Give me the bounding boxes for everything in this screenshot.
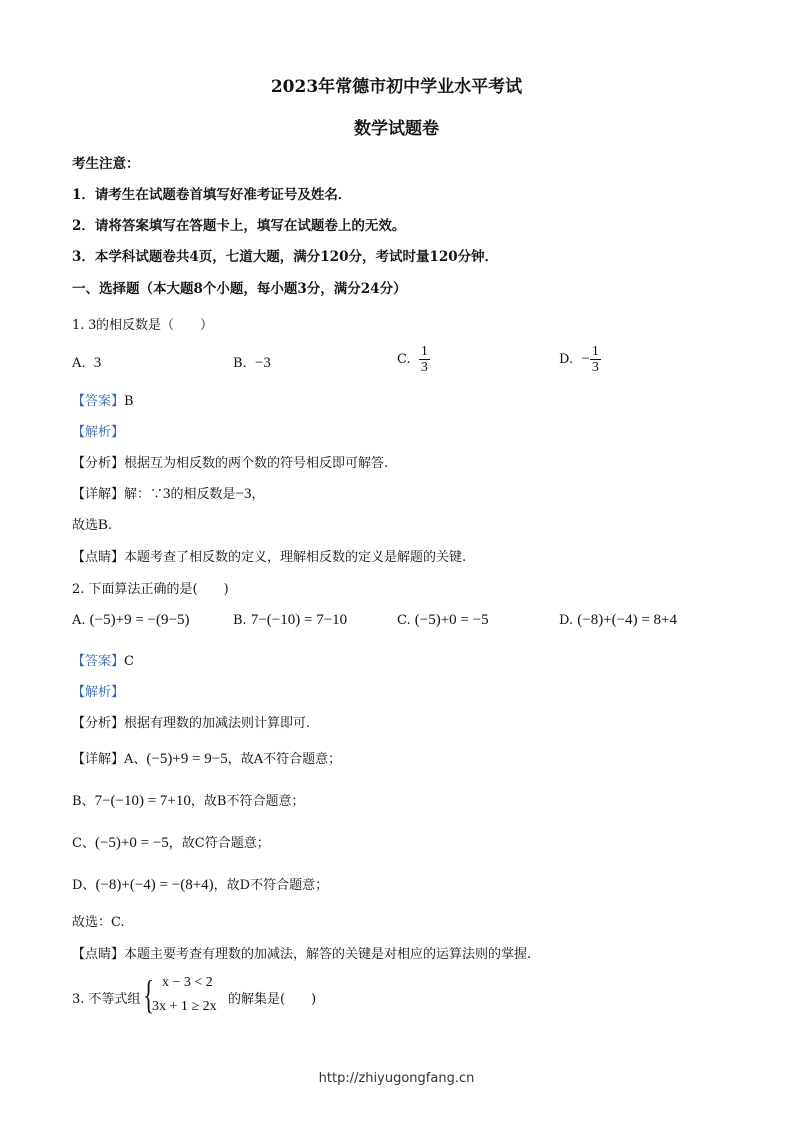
q1-dianjing: [72, 546, 466, 565]
q2-xiangjie-c: [72, 832, 270, 852]
q1-xiangjie: [72, 483, 265, 503]
q2-answer: [72, 650, 134, 669]
option-label: B.: [233, 356, 247, 371]
q2-option-c: [397, 612, 489, 629]
q1-conclusion: [72, 514, 112, 534]
answer-tag: 【答案】: [72, 654, 125, 669]
xiangjie-text: 解：∵: [124, 487, 164, 502]
q2-conclusion: 故选：C.: [72, 915, 125, 930]
math-expression: (−5)+0 = −5: [94, 835, 169, 851]
q1-stem-math: 3: [88, 317, 97, 333]
dianjing-tag: 【点睛】: [72, 947, 125, 962]
line-prefix: A、: [124, 752, 147, 767]
dianjing-text: 本题考查了相反数的定义，理解相反数的定义是解题的关键.: [124, 550, 467, 565]
math-expression: 7−(−10) = 7+10: [94, 793, 191, 809]
fenxi-tag: 【分析】: [72, 456, 125, 471]
option-label: A.: [72, 356, 86, 371]
answer-value: C: [124, 654, 134, 669]
dianjing-tag: 【点睛】: [72, 550, 125, 565]
math-value: −3: [235, 486, 252, 502]
q2-option-b: [233, 612, 347, 629]
left-brace-icon: {: [143, 972, 154, 1017]
q3-stem-pre: 3. 不等式组: [72, 992, 141, 1007]
q1-stem: [72, 314, 213, 334]
line-prefix: B、: [72, 794, 95, 809]
q3-inequality-1: x − 3 < 2: [162, 975, 213, 990]
conclusion-text: 故选: [72, 518, 99, 533]
q2-option-d: [559, 612, 677, 629]
fraction: [590, 344, 601, 375]
page-subtitle: 数学试题卷: [354, 119, 439, 139]
q2-option-a: [72, 612, 189, 629]
q1-stem-text: 的相反数是（ ）: [96, 318, 214, 333]
fenxi-text: 根据有理数的加减法则计算即可.: [124, 716, 311, 731]
fraction-denominator: 3: [591, 360, 599, 375]
notice-item-1: 1．请考生在试题卷首填写好准考证号及姓名．: [72, 187, 352, 203]
q1-option-d: [559, 344, 601, 375]
option-label: C.: [397, 352, 411, 367]
option-value: (−5)+0 = −5: [414, 612, 489, 628]
xiangjie-tag: 【详解】: [72, 487, 125, 502]
notice-item-3: 3．本学科试题卷共4页，七道大题，满分120分，考试时量120分钟．: [72, 249, 499, 265]
xiangjie-text: 的相反数是: [170, 487, 236, 502]
option-value: (−5)+9 = −(9−5): [89, 612, 190, 628]
q1-number: 1.: [72, 318, 85, 333]
notice-heading: 考生注意：: [72, 156, 140, 172]
math-expression: (−5)+9 = 9−5: [146, 751, 228, 767]
line-suffix: ，故C符合题意；: [168, 836, 270, 851]
option-label: D.: [559, 352, 574, 367]
fraction-denominator: 3: [420, 360, 428, 375]
q1-option-a: [72, 355, 101, 372]
fenxi-tag: 【分析】: [72, 716, 125, 731]
option-label: D.: [559, 613, 574, 628]
q1-fenxi: [72, 452, 388, 471]
fraction: [419, 344, 430, 375]
fraction-numerator: 1: [591, 344, 599, 359]
q2-analysis-tag: 【解析】: [72, 685, 125, 700]
q2-dianjing: [72, 943, 531, 962]
minus-sign: −: [581, 351, 590, 367]
q1-option-b: [233, 355, 271, 372]
answer-value: B: [124, 394, 134, 409]
q3-inequality-2: 3x + 1 ≥ 2x: [152, 999, 217, 1014]
q2-xiangjie-b: [72, 790, 304, 810]
option-label: C.: [397, 613, 411, 628]
option-label: B.: [233, 613, 247, 628]
line-suffix: ，故D不符合题意；: [213, 878, 329, 893]
page-title: 2023年常德市初中学业水平考试: [270, 77, 523, 97]
fenxi-text: 根据互为相反数的两个数的符号相反即可解答.: [124, 456, 389, 471]
math-value: 3: [163, 486, 171, 502]
option-value: 3: [93, 355, 102, 371]
option-value: (−8)+(−4) = 8+4: [577, 612, 678, 628]
math-value: B: [98, 517, 109, 533]
section-heading: 一、选择题（本大题8个小题，每小题3分，满分24分）: [72, 281, 407, 297]
q2-fenxi: [72, 712, 310, 731]
q2-xiangjie-d: [72, 874, 328, 894]
q2-stem: 2. 下面算法正确的是( ): [72, 582, 229, 597]
footer-url: http://zhiyugongfang.cn: [318, 1071, 475, 1086]
q1-option-c: [397, 344, 430, 375]
q3-stem-post: 的解集是( ): [228, 992, 317, 1007]
q1-answer: [72, 390, 134, 409]
line-prefix: D、: [72, 878, 96, 893]
dianjing-text: 本题主要考查有理数的加减法，解答的关键是对相应的运算法则的掌握.: [124, 947, 532, 962]
option-value: −3: [254, 355, 271, 371]
option-label: A.: [72, 613, 86, 628]
option-value: 7−(−10) = 7−10: [250, 612, 348, 628]
line-prefix: C、: [72, 836, 95, 851]
line-suffix: ，故B不符合题意；: [190, 794, 305, 809]
q2-xiangjie-a: [72, 748, 341, 768]
q1-analysis-tag: 【解析】: [72, 425, 125, 440]
notice-item-2: 2．请将答案填写在答题卡上，填写在试题卷上的无效。: [72, 218, 406, 234]
punctuation: .: [108, 518, 113, 533]
answer-tag: 【答案】: [72, 394, 125, 409]
line-suffix: ，故A不符合题意；: [227, 752, 342, 767]
fraction-numerator: 1: [420, 344, 428, 359]
xiangjie-tag: 【详解】: [72, 752, 125, 767]
math-expression: (−8)+(−4) = −(8+4): [95, 877, 214, 893]
punctuation: ，: [251, 487, 265, 502]
